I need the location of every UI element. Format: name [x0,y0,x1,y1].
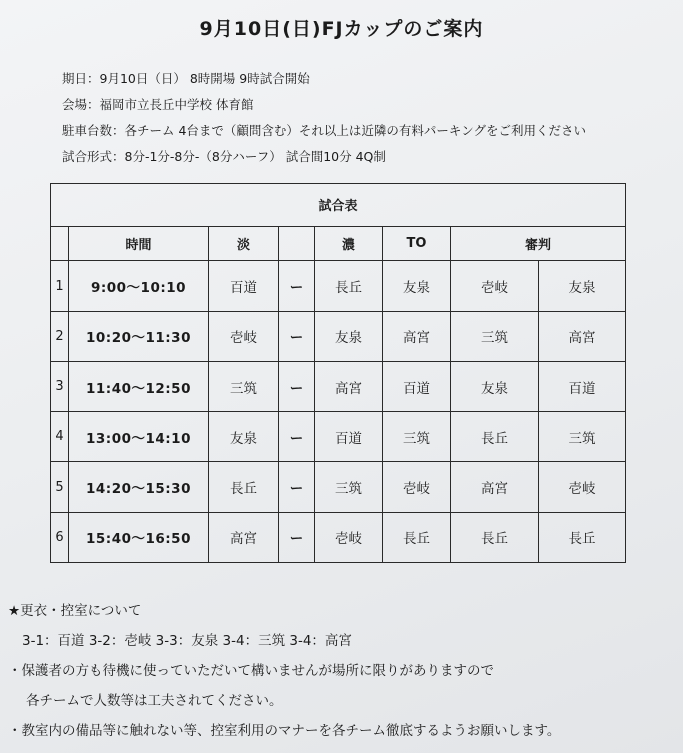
table-row [51,462,626,512]
referee-2: 高宮 [539,311,626,361]
vs-dash: ー [279,512,315,562]
info-venue: 会場：福岡市立長丘中学校 体育館 [62,97,254,112]
referee-2: 三筑 [539,412,626,462]
match-time: 14:20～15:30 [69,462,209,512]
info-parking: 駐車台数：各チーム 4台まで（顧問含む）それ以上は近隣の有料パーキングをご利用ください [62,123,587,138]
team-dark: 高宮 [315,361,383,411]
header-to: TO [383,226,451,261]
referee-2: 長丘 [539,512,626,562]
referee-1: 友泉 [451,361,539,411]
team-to: 高宮 [383,311,451,361]
vs-dash: ー [279,462,315,512]
vs-dash: ー [279,361,315,411]
vs-dash: ー [279,412,315,462]
header-referee: 審判 [451,226,626,261]
team-light: 壱岐 [209,311,279,361]
room-assignments: 3-1：百道 3-2：壱岐 3-3：友泉 3-4：三筑 3-4：高宮 [22,633,352,649]
notes-heading: ★更衣・控室について [8,603,142,619]
table-row [51,311,626,361]
team-light: 長丘 [209,462,279,512]
referee-2: 百道 [539,361,626,411]
match-number: 5 [51,462,69,512]
schedule-caption: 試合表 [51,184,626,227]
referee-1: 長丘 [451,512,539,562]
note-guardians-cont: 各チームで人数等は工夫されてください。 [26,693,283,709]
info-format: 試合形式：8分-1分-8分-（8分ハーフ） 試合間10分 4Q制 [62,149,386,164]
team-to: 百道 [383,361,451,411]
table-row [51,361,626,411]
schedule-table [50,183,626,563]
team-dark: 長丘 [315,261,383,311]
match-time: 13:00～14:10 [69,412,209,462]
team-dark: 壱岐 [315,512,383,562]
page-title: 9月10日(日)FJカップのご案内 [199,18,484,40]
team-to: 長丘 [383,512,451,562]
match-number: 6 [51,512,69,562]
match-time: 11:40～12:50 [69,361,209,411]
team-to: 壱岐 [383,462,451,512]
match-number: 4 [51,412,69,462]
notes-section [8,596,560,746]
referee-1: 長丘 [451,412,539,462]
referee-2: 友泉 [539,261,626,311]
table-row [51,412,626,462]
referee-1: 高宮 [451,462,539,512]
team-light: 三筑 [209,361,279,411]
header-light: 淡 [209,226,279,261]
info-date: 期日：9月10日（日） 8時開場 9時試合開始 [62,71,310,86]
team-dark: 友泉 [315,311,383,361]
referee-1: 壱岐 [451,261,539,311]
match-number: 2 [51,311,69,361]
match-time: 9:00～10:10 [69,261,209,311]
match-number: 1 [51,261,69,311]
note-guardians: ・保護者の方も待機に使っていただいて構いませんが場所に限りがありますので [8,663,494,679]
team-to: 友泉 [383,261,451,311]
header-dark: 濃 [315,226,383,261]
header-no [51,226,69,261]
team-light: 高宮 [209,512,279,562]
referee-2: 壱岐 [539,462,626,512]
schedule-header-row [51,226,626,261]
vs-dash: ー [279,261,315,311]
vs-dash: ー [279,311,315,361]
table-row [51,261,626,311]
header-vs [279,226,315,261]
table-row [51,512,626,562]
referee-1: 三筑 [451,311,539,361]
team-light: 友泉 [209,412,279,462]
header-time: 時間 [69,226,209,261]
team-to: 三筑 [383,412,451,462]
team-dark: 三筑 [315,462,383,512]
match-time: 10:20～11:30 [69,311,209,361]
note-manners: ・教室内の備品等に触れない等、控室利用のマナーを各チーム徹底するようお願いします。 [8,723,561,739]
team-dark: 百道 [315,412,383,462]
team-light: 百道 [209,261,279,311]
match-time: 15:40～16:50 [69,512,209,562]
match-number: 3 [51,361,69,411]
event-info [62,66,586,170]
